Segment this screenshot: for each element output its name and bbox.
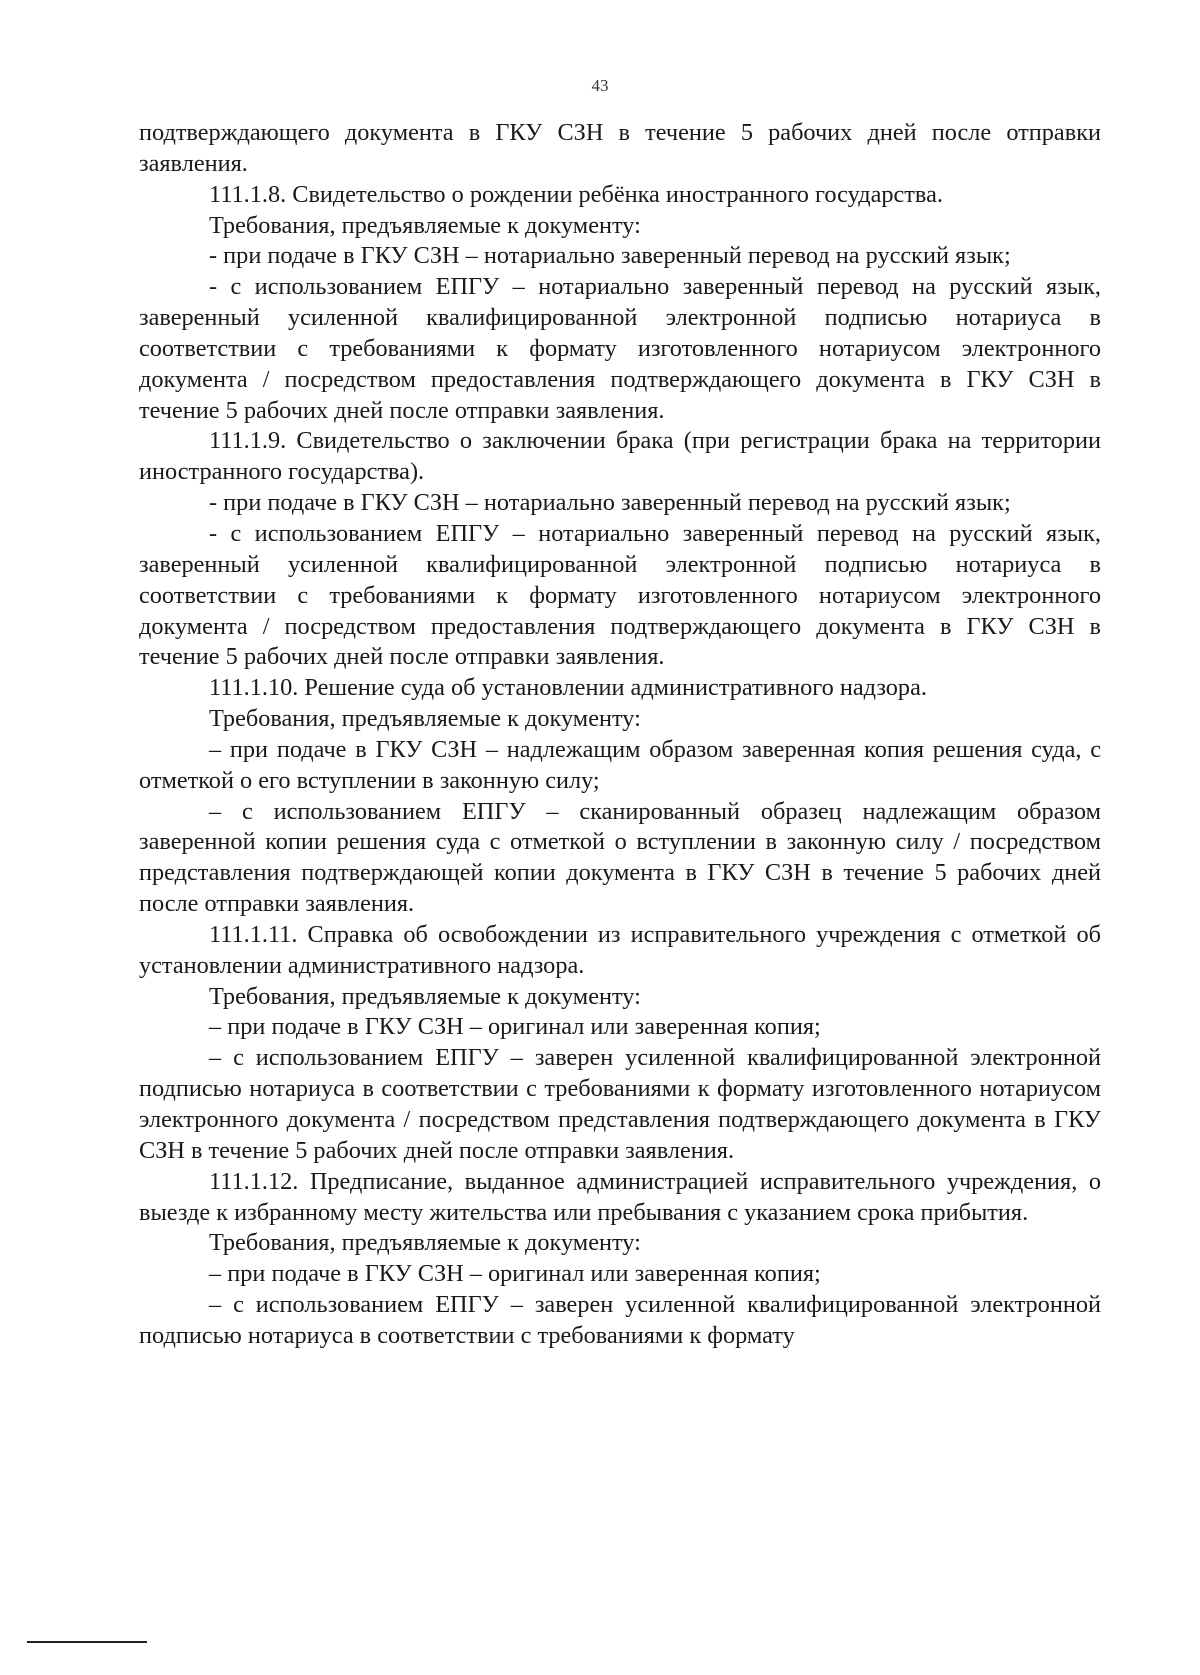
requirements-heading: Требования, предъявляемые к документу: bbox=[209, 1229, 641, 1257]
list-item-gku-szn: - при подаче в ГКУ СЗН – нотариально заверенный перевод на русский язык; bbox=[209, 489, 1011, 517]
list-item-epgu: – с использованием ЕПГУ – заверен усиленной квалифицированной электронной подписью нотариуса в соответствии с требованиями к формату изготовленного нотариусом электронного документа / посредством представления подтверждающего документа в ГКУ СЗН в течение 5 рабочих дней после отправки заявления. bbox=[139, 1044, 1101, 1164]
requirements-heading: Требования, предъявляемые к документу: bbox=[209, 211, 641, 239]
list-item-gku-szn: – при подаче в ГКУ СЗН – оригинал или заверенная копия; bbox=[209, 1013, 821, 1041]
section-heading-111-1-8: 111.1.8. Свидетельство о рождении ребёнка иностранного государства. bbox=[209, 180, 943, 208]
page-number: 43 bbox=[591, 76, 609, 95]
section-heading-111-1-10: 111.1.10. Решение суда об установлении административного надзора. bbox=[209, 674, 927, 702]
paragraph: подтверждающего документа в ГКУ СЗН в течение 5 рабочих дней после отправки заявления. bbox=[139, 119, 1101, 177]
requirements-heading: Требования, предъявляемые к документу: bbox=[209, 982, 641, 1010]
section-heading-111-1-11: 111.1.11. Справка об освобождении из исправительного учреждения с отметкой об установлении административного надзора. bbox=[139, 920, 1101, 979]
list-item-epgu: - с использованием ЕПГУ – нотариально заверенный перевод на русский язык, заверенный усиленной квалифицированной электронной подписью нотариуса в соответствии с требованиями к формату изготовленного нотариусом электронного документа / посредством предоставления подтверждающего документа в ГКУ СЗН в течение 5 рабочих дней после отправки заявления. bbox=[139, 519, 1101, 671]
list-item-epgu: - с использованием ЕПГУ – нотариально заверенный перевод на русский язык, заверенный усиленной квалифицированной электронной подписью нотариуса в соответствии с требованиями к формату изготовленного нотариусом электронного документа / посредством предоставления подтверждающего документа в ГКУ СЗН в течение 5 рабочих дней после отправки заявления. bbox=[139, 273, 1101, 424]
list-item-gku-szn: – при подаче в ГКУ СЗН – оригинал или заверенная копия; bbox=[209, 1260, 821, 1288]
list-item-epgu: – с использованием ЕПГУ – сканированный образец надлежащим образом заверенной копии решения суда с отметкой о вступлении в законную силу / посредством представления подтверждающей копии документа в ГКУ СЗН в течение 5 рабочих дней после отправки заявления. bbox=[139, 797, 1101, 918]
section-heading-111-1-12: 111.1.12. Предписание, выданное администрацией исправительного учреждения, о выезде к избранному месту жительства или пребывания с указанием срока прибытия. bbox=[139, 1167, 1101, 1226]
list-item-gku-szn: - при подаче в ГКУ СЗН – нотариально заверенный перевод на русский язык; bbox=[209, 242, 1011, 270]
document-body bbox=[139, 118, 1101, 1352]
list-item-epgu: – с использованием ЕПГУ – заверен усиленной квалифицированной электронной подписью нотариуса в соответствии с требованиями к формату bbox=[139, 1291, 1101, 1349]
requirements-heading: Требования, предъявляемые к документу: bbox=[209, 705, 641, 733]
list-item-gku-szn: – при подаче в ГКУ СЗН – надлежащим образом заверенная копия решения суда, с отметкой о его вступлении в законную силу; bbox=[139, 735, 1101, 794]
section-heading-111-1-9: 111.1.9. Свидетельство о заключении брака (при регистрации брака на территории иностранного государства). bbox=[139, 427, 1101, 486]
footer-divider bbox=[27, 1641, 147, 1643]
